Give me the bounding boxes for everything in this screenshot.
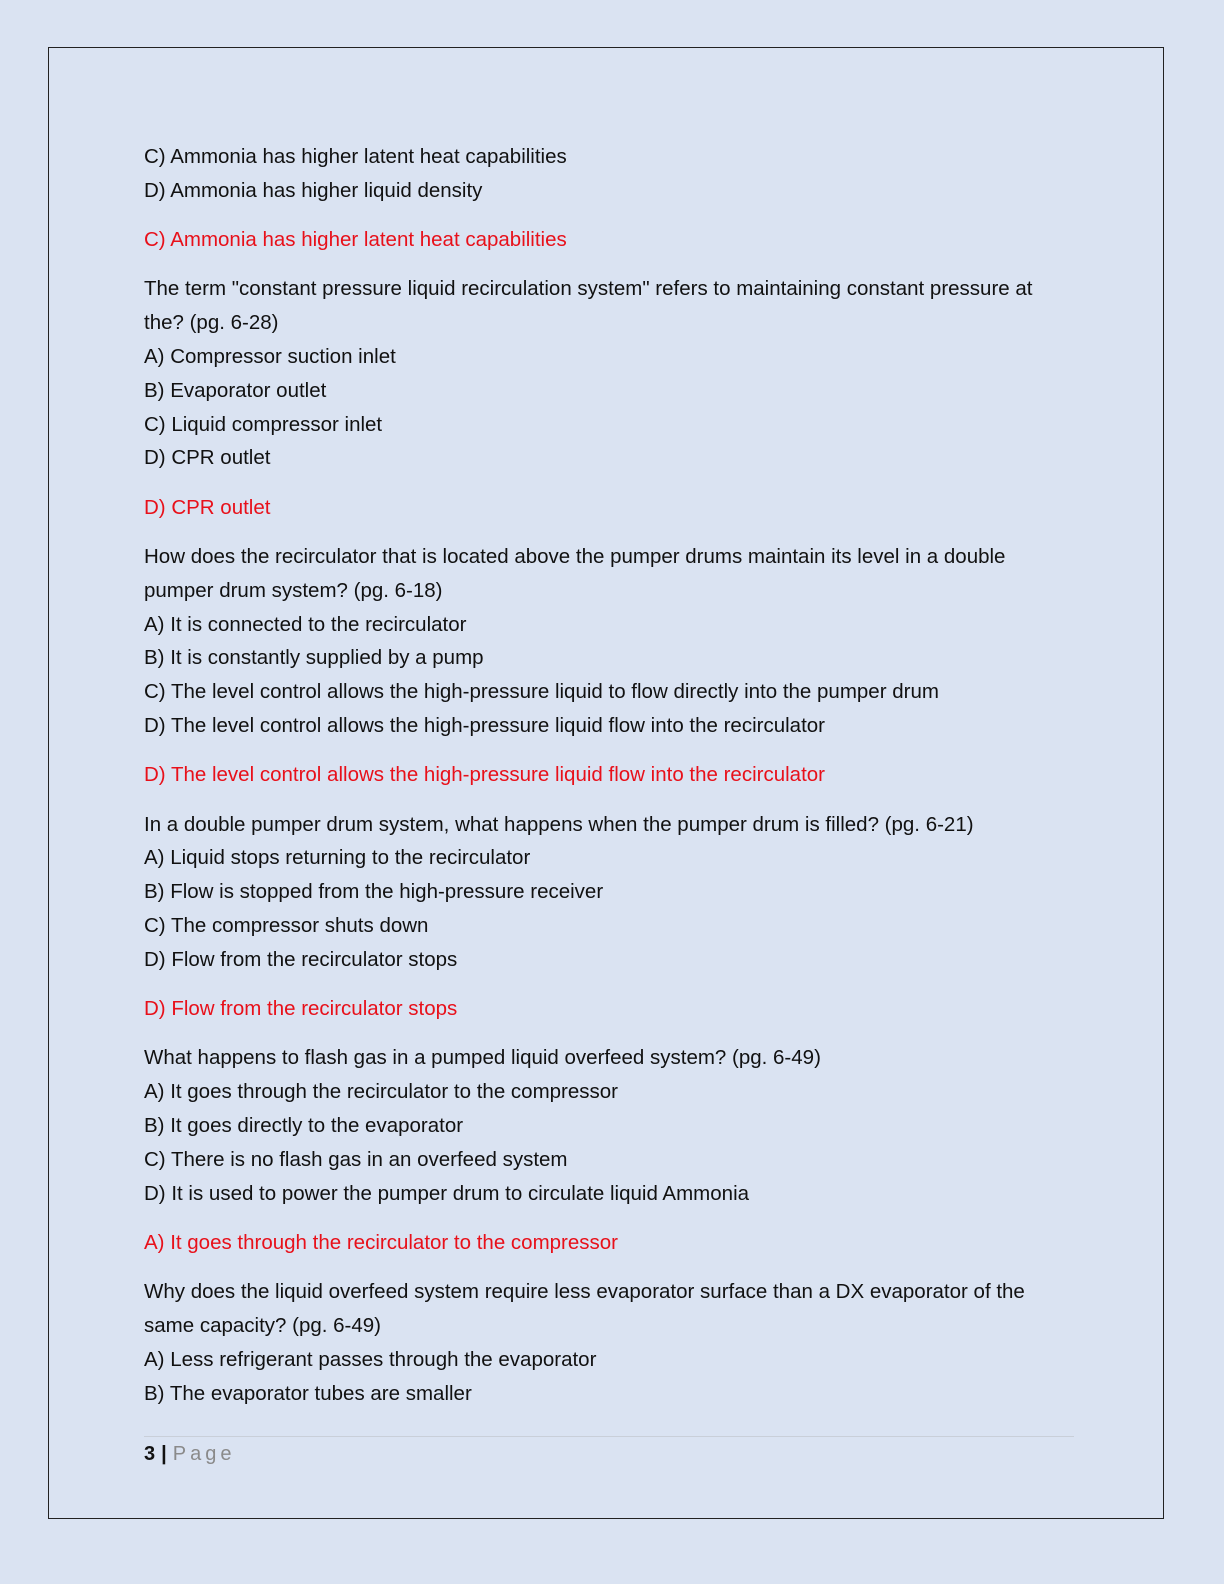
option: A) Less refrigerant passes through the evaporator xyxy=(144,1347,597,1371)
answer: D) Flow from the recirculator stops xyxy=(144,997,458,1021)
option: B) Evaporator outlet xyxy=(144,378,327,402)
question-block xyxy=(144,808,1074,977)
option: C) The level control allows the high-pressure liquid to flow directly into the pumper drum xyxy=(144,680,939,704)
intro-options xyxy=(144,140,1074,208)
question-block xyxy=(144,1275,1074,1410)
question-block xyxy=(144,1041,1074,1210)
page-number: 3 xyxy=(144,1443,156,1465)
question-text: How does the recirculator that is located above the pumper drums maintain its level in a double pumper drum system? (pg. 6-18) xyxy=(144,544,1006,602)
question-text: In a double pumper drum system, what happens when the pumper drum is filled? (pg. 6-21) xyxy=(144,812,974,836)
option: A) Liquid stops returning to the recirculator xyxy=(144,846,531,870)
option: A) Compressor suction inlet xyxy=(144,344,396,368)
page-label: Page xyxy=(172,1443,236,1465)
option: C) There is no flash gas in an overfeed system xyxy=(144,1147,568,1171)
option: B) It goes directly to the evaporator xyxy=(144,1113,464,1137)
question-block xyxy=(144,540,1074,743)
footer-separator: | xyxy=(161,1443,167,1465)
option: C) The compressor shuts down xyxy=(144,913,429,937)
option: D) It is used to power the pumper drum to circulate liquid Ammonia xyxy=(144,1181,750,1205)
option: D) Flow from the recirculator stops xyxy=(144,947,458,971)
answer: D) The level control allows the high-pressure liquid flow into the recirculator xyxy=(144,763,825,787)
page-content xyxy=(144,140,1074,1410)
question-block xyxy=(144,272,1074,475)
question-text: The term "constant pressure liquid recirculation system" refers to maintaining constant pressure at the? (pg. 6-28) xyxy=(144,277,1033,335)
option: B) It is constantly supplied by a pump xyxy=(144,646,484,670)
option: B) Flow is stopped from the high-pressure receiver xyxy=(144,880,604,904)
option: D) CPR outlet xyxy=(144,446,271,470)
question-text: What happens to flash gas in a pumped liquid overfeed system? (pg. 6-49) xyxy=(144,1046,821,1070)
option: B) The evaporator tubes are smaller xyxy=(144,1381,472,1405)
footer-divider xyxy=(144,1436,1074,1437)
option: D) The level control allows the high-pressure liquid flow into the recirculator xyxy=(144,713,825,737)
option: D) Ammonia has higher liquid density xyxy=(144,178,483,202)
option: C) Ammonia has higher latent heat capabilities xyxy=(144,145,567,168)
option: A) It is connected to the recirculator xyxy=(144,612,467,636)
answer: C) Ammonia has higher latent heat capabilities xyxy=(144,228,567,252)
option: A) It goes through the recirculator to the compressor xyxy=(144,1080,619,1104)
page-footer xyxy=(144,1440,235,1468)
question-text: Why does the liquid overfeed system require less evaporator surface than a DX evaporator of the same capacity? (pg. 6-49) xyxy=(144,1280,1025,1337)
answer: D) CPR outlet xyxy=(144,495,271,519)
answer: A) It goes through the recirculator to the compressor xyxy=(144,1230,619,1254)
option: C) Liquid compressor inlet xyxy=(144,412,383,436)
